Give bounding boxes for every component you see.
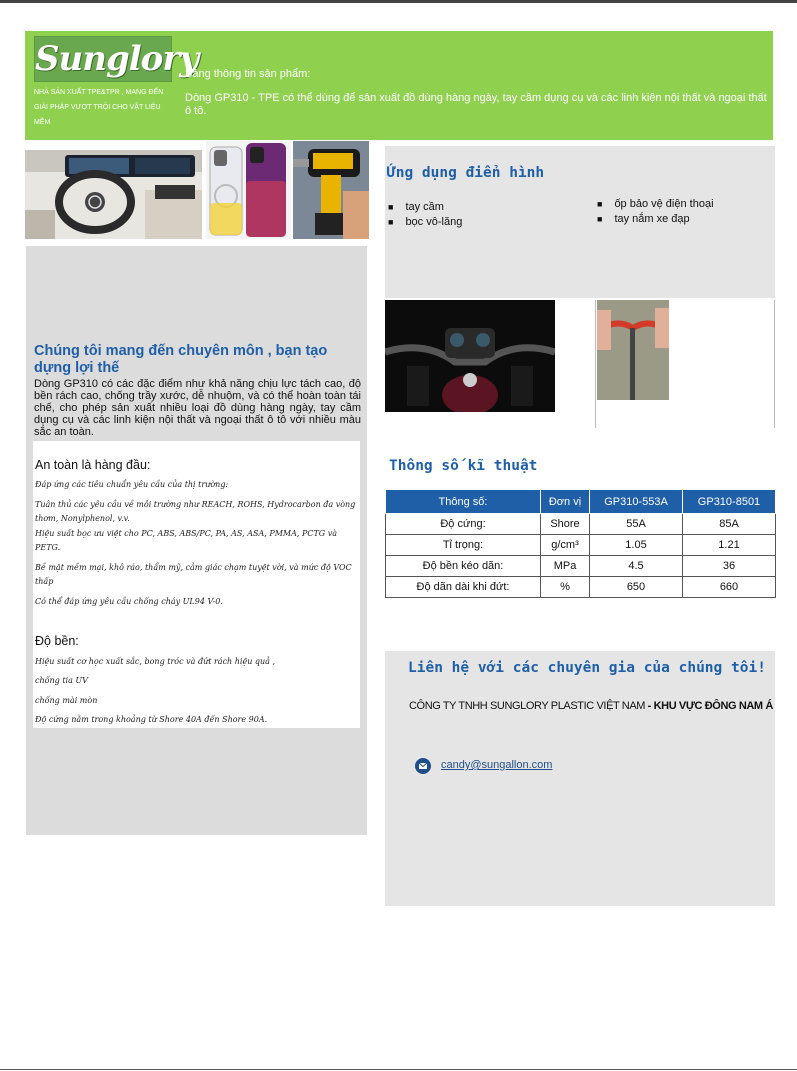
table-cell: Tỉ trọng: <box>386 535 541 556</box>
header-banner <box>25 31 773 140</box>
table-row <box>386 535 776 556</box>
table-row <box>386 514 776 535</box>
specs-title: Thông số kĩ thuật <box>389 458 538 474</box>
applications-panel <box>385 146 775 298</box>
table-cell: 36 <box>683 556 776 577</box>
bicycle-grip-photo <box>597 300 669 400</box>
durability-item: Độ cứng nằm trong khoảng từ Shore 40A đến Shore 90A. <box>35 715 268 724</box>
top-border <box>0 0 797 3</box>
durability-item: Hiệu suất cơ học xuất sắc, bong tróc và đứt rách hiệu quả , <box>35 657 276 666</box>
sunglory-logo: Sunglory <box>34 36 172 82</box>
table-header-row <box>386 490 776 514</box>
company-name: CÔNG TY TNHH SUNGLORY PLASTIC VIỆT NAM - KHU VỰC ĐÔNG NAM Á <box>409 700 773 712</box>
column-header: Đơn vị <box>541 490 590 514</box>
column-header: GP310-8501 <box>683 490 776 514</box>
durability-item: chống mài mòn <box>35 696 98 705</box>
table-cell: Độ cứng: <box>386 514 541 535</box>
safety-item: Bề mặt mềm mại, khô ráo, thẩm mỹ, cảm giác chạm tuyệt vời, và mức độ VOC thấp <box>35 563 352 586</box>
table-cell: g/cm³ <box>541 535 590 556</box>
contact-panel <box>385 651 775 906</box>
table-cell: 660 <box>683 577 776 598</box>
applications-title: Ứng dụng điển hình <box>387 165 545 181</box>
application-item: ■ tay cầm <box>388 199 444 215</box>
table-cell: MPa <box>541 556 590 577</box>
features-box <box>33 441 360 728</box>
application-item: ■ ốp bảo vệ điện thoại <box>597 196 714 212</box>
column-header: Thông số: <box>386 490 541 514</box>
table-cell: Shore <box>541 514 590 535</box>
safety-item: Hiệu suất bọc ưu việt cho PC, ABS, ABS/PC, PA, AS, ASA, PMMA, PCTG và PETG. <box>35 529 338 552</box>
safety-item: Đáp ứng các tiêu chuẩn yêu cầu của thị trường: <box>35 480 229 489</box>
table-cell: 55A <box>590 514 683 535</box>
table-cell: 1.21 <box>683 535 776 556</box>
durability-heading: Độ bền: <box>35 634 79 648</box>
product-info-title: Bảng thông tin sản phẩm: <box>185 68 311 80</box>
table-row <box>386 577 776 598</box>
contact-title: Liên hệ với các chuyên gia của chúng tôi! <box>408 660 766 676</box>
column-header: GP310-553A <box>590 490 683 514</box>
safety-item: Có thể đáp ứng yêu cầu chống cháy UL94 V-0. <box>35 597 223 606</box>
table-cell: Độ dãn dài khi đứt: <box>386 577 541 598</box>
divider <box>595 300 596 428</box>
safety-heading: An toàn là hàng đầu: <box>35 458 151 472</box>
company-tagline: NHÀ SẢN XUẤT TPE&TPR , MANG ĐẾN GIẢI PHÁP VƯỢT TRỘI CHO VẬT LIỆU MỀM <box>34 89 164 126</box>
table-cell: 650 <box>590 577 683 598</box>
motorcycle-handlebar-photo <box>385 300 555 412</box>
table-cell: % <box>541 577 590 598</box>
safety-item: Tuân thủ các yêu cầu về môi trường như REACH, ROHS, Hydrocarbon đa vòng thơm, Nonylphenol, v.v. <box>35 500 356 523</box>
company-region: - KHU VỰC ĐÔNG NAM Á <box>645 700 773 712</box>
table-cell: Độ bền kéo dãn: <box>386 556 541 577</box>
expertise-description: Dòng GP310 có các đặc điểm như khả năng chịu lực tách cao, độ bền rách cao, chống trầy xước, dễ nhuộm, và có thể hoàn toàn tái chế, cho phép sản xuất nhiều loại đồ dùng hàng ngày, tay cầm dụng cụ và các linh kiện nội thất và ngoại thất ô tô với nhiều màu sắc an toàn. <box>34 378 361 438</box>
phone-case-photo <box>206 141 291 239</box>
expertise-panel <box>26 246 367 835</box>
product-info-description: Dòng GP310 - TPE có thể dùng để sản xuất đồ dùng hàng ngày, tay cầm dụng cụ và các linh kiện nội thất và ngoại thất ô tô. <box>185 92 767 117</box>
table-cell: 4.5 <box>590 556 683 577</box>
table-row <box>386 556 776 577</box>
durability-item: chống tia UV <box>35 676 88 685</box>
power-drill-photo <box>293 141 369 239</box>
expertise-title: Chúng tôi mang đến chuyên môn , bạn tạo dựng lợi thế <box>34 343 328 376</box>
table-cell: 1.05 <box>590 535 683 556</box>
car-interior-photo <box>25 150 202 239</box>
application-item: ■ tay nắm xe đạp <box>597 211 690 227</box>
table-cell: 85A <box>683 514 776 535</box>
bottom-border <box>0 1069 797 1070</box>
specs-table <box>385 489 776 598</box>
email-icon <box>415 758 431 774</box>
email-link[interactable]: candy@sungallon.com <box>441 759 553 771</box>
divider <box>774 300 775 428</box>
application-item: ■ bọc vô-lăng <box>388 214 462 230</box>
